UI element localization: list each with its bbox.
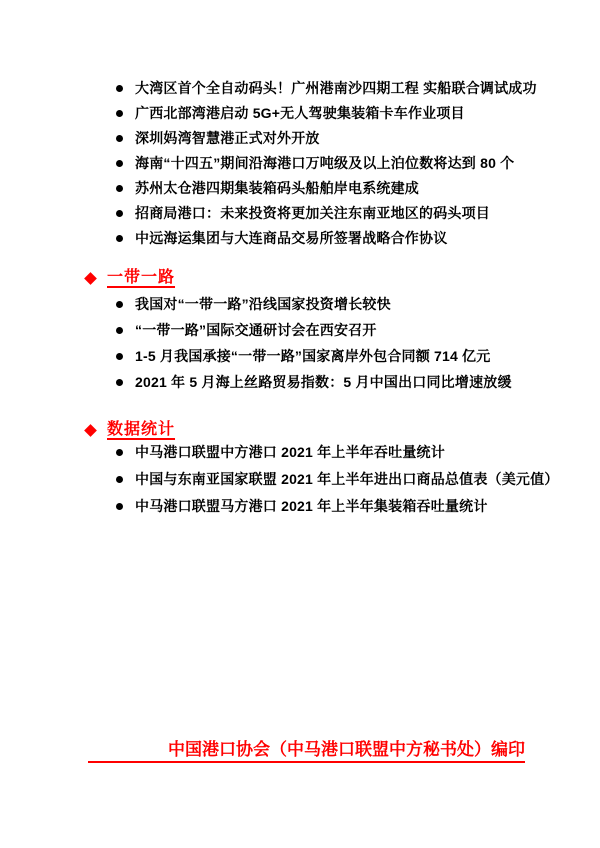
belt-item-text: “一带一路”国际交通研讨会在西安召开 — [135, 322, 377, 338]
news-item-text: 深圳妈湾智慧港正式对外开放 — [135, 130, 320, 146]
footer-imprint: 中国港口协会（中马港口联盟中方秘书处）编印 — [88, 741, 525, 763]
section-title: 数据统计 — [107, 421, 176, 438]
bullet-icon — [116, 353, 123, 360]
bullet-icon — [116, 503, 123, 510]
bullet-icon — [116, 135, 123, 142]
stats-item-text: 中马港口联盟中方港口 2021 年上半年吞吐量统计 — [135, 444, 445, 460]
list-item — [115, 466, 560, 493]
bullet-icon — [116, 327, 123, 334]
bullet-icon — [116, 85, 123, 92]
list-item — [115, 317, 560, 343]
news-item-text: 中远海运集团与大连商品交易所签署战略合作协议 — [135, 230, 448, 246]
diamond-icon — [84, 272, 97, 285]
bullet-icon — [116, 185, 123, 192]
bullet-icon — [116, 235, 123, 242]
list-item — [115, 226, 560, 251]
stats-item-text: 中马港口联盟马方港口 2021 年上半年集装箱吞吐量统计 — [135, 498, 488, 514]
bullet-icon — [116, 379, 123, 386]
list-item — [115, 343, 560, 369]
statistics-list — [115, 439, 560, 520]
bullet-icon — [116, 160, 123, 167]
section-title: 一带一路 — [107, 269, 176, 286]
list-item — [115, 201, 560, 226]
list-item — [115, 126, 560, 151]
list-item — [115, 493, 560, 520]
bullet-icon — [116, 476, 123, 483]
bullet-icon — [116, 210, 123, 217]
news-item-text: 广西北部湾港启动 5G+无人驾驶集装箱卡车作业项目 — [135, 105, 465, 121]
news-item-text: 海南“十四五”期间沿海港口万吨级及以上泊位数将达到 80 个 — [135, 155, 515, 171]
bullet-icon — [116, 301, 123, 308]
news-item-text: 招商局港口：未来投资将更加关注东南亚地区的码头项目 — [135, 205, 490, 221]
belt-item-text: 2021 年 5 月海上丝路贸易指数：5 月中国出口同比增速放缓 — [135, 374, 512, 390]
news-item-text: 大湾区首个全自动码头！广州港南沙四期工程 实船联合调试成功 — [135, 80, 537, 96]
bullet-icon — [116, 449, 123, 456]
belt-item-text: 我国对“一带一路”沿线国家投资增长较快 — [135, 296, 391, 312]
bullet-icon — [116, 110, 123, 117]
stats-item-text: 中国与东南亚国家联盟 2021 年上半年进出口商品总值表（美元值） — [135, 471, 559, 487]
news-item-text: 苏州太仓港四期集装箱码头船舶岸电系统建成 — [135, 180, 419, 196]
list-item — [115, 151, 560, 176]
belt-road-list — [115, 291, 560, 395]
list-item — [115, 291, 560, 317]
list-item — [115, 101, 560, 126]
list-item — [115, 369, 560, 395]
diamond-icon — [84, 424, 97, 437]
belt-item-text: 1-5 月我国承接“一带一路”国家离岸外包合同额 714 亿元 — [135, 348, 491, 364]
section-header-belt-road — [86, 269, 175, 287]
list-item — [115, 176, 560, 201]
list-item — [115, 439, 560, 466]
list-item — [115, 76, 560, 101]
section-header-statistics — [86, 421, 175, 439]
news-list — [115, 76, 560, 251]
